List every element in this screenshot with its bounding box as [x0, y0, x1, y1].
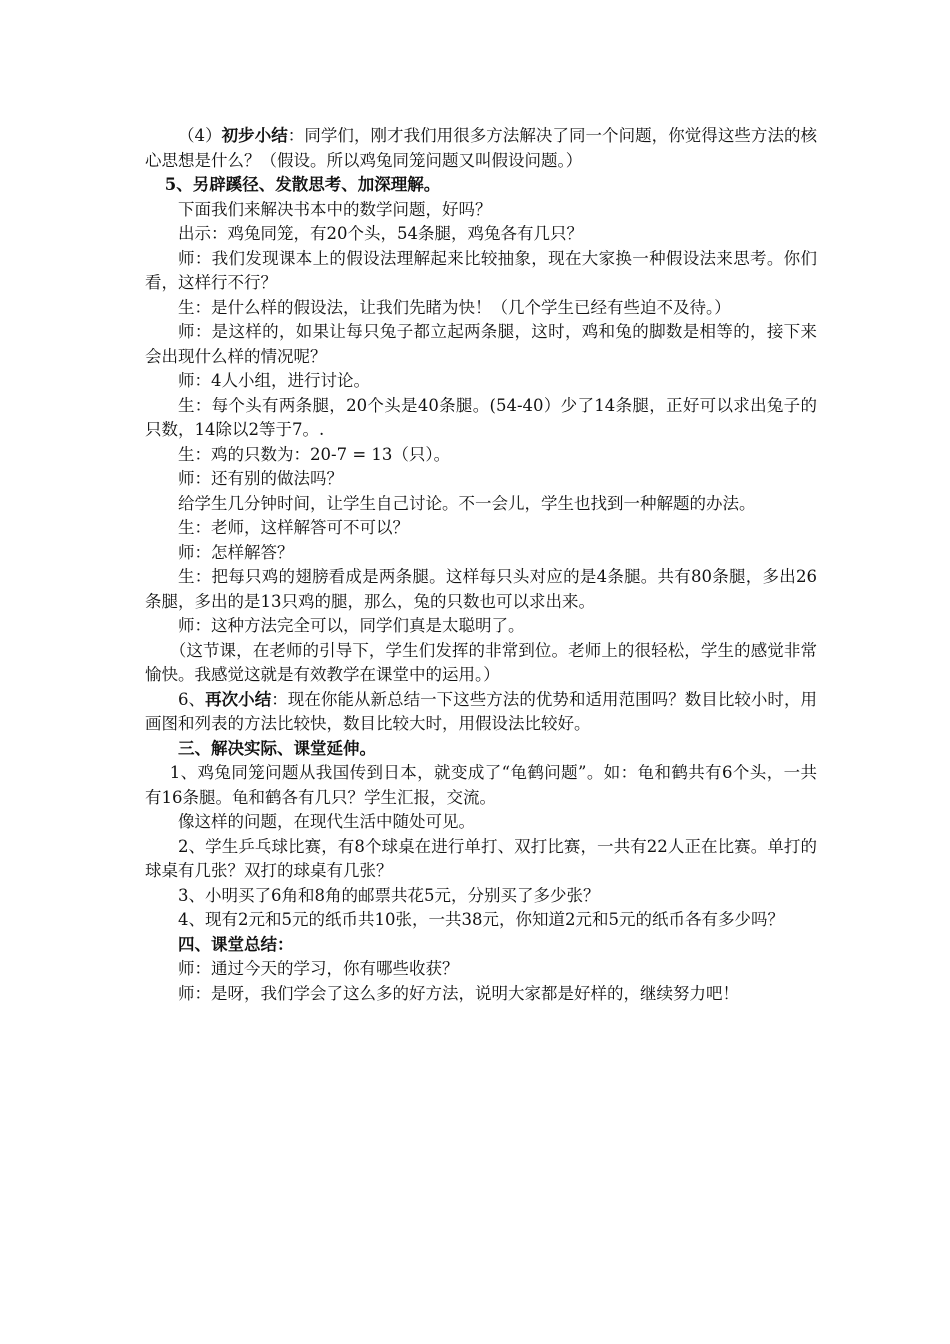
paragraph-prefix: （4） — [178, 126, 222, 145]
paragraph: 下面我们来解决书本中的数学问题，好吗？ — [178, 199, 492, 219]
paragraph-heading: 三、解决实际、课堂延伸。 — [178, 738, 376, 758]
paragraph: 1、鸡兔同笼问题从我国传到日本，就变成了“龟鹤问题”。如：龟和鹤共有6个头，一共有16条腿。龟和鹤各有几只？学生汇报，交流。 — [145, 763, 817, 807]
paragraph: 生：老师，这样解答可不可以？ — [178, 518, 409, 537]
document-body — [145, 124, 817, 1006]
paragraph: 像这样的问题，在现代生活中随处可见。 — [178, 812, 475, 831]
paragraph: 生：鸡的只数为：20-7 = 13（只）。 — [178, 444, 451, 464]
paragraph-text: ：现在你能从新总结一下这些方法的优势和适用范围吗？数目比较小时，用画图和列表的方法比较快，数目比较大时，用假设法比较好。 — [145, 689, 818, 733]
section-heading — [145, 737, 817, 762]
paragraph: 师：是呀，我们学会了这么多的好方法，说明大家都是好样的，继续努力吧！ — [178, 983, 739, 1003]
paragraph — [145, 124, 817, 173]
paragraph: 2、学生乒乓球比赛，有8个球桌在进行单打、双打比赛，一共有22人正在比赛。单打的球桌有几张？双打的球桌有几张？ — [145, 836, 817, 880]
paragraph-heading: 初步小结 — [221, 126, 288, 145]
paragraph: 师：是这样的，如果让每只兔子都立起两条腿，这时，鸡和兔的脚数是相等的，接下来会出现什么样的情况呢？ — [145, 322, 817, 366]
paragraph: 师：还有别的做法吗？ — [178, 469, 343, 488]
paragraph-heading: 5、另辟蹊径、发散思考、加深理解。 — [164, 175, 441, 194]
paragraph: 生：每个头有两条腿，20个头是40条腿。(54-40）少了14条腿，正好可以求出兔子的只数，14除以2等于7。. — [145, 395, 817, 439]
paragraph: 师：我们发现课本上的假设法理解起来比较抽象，现在大家换一种假设法来思考。你们看，这样行不行？ — [145, 248, 817, 292]
paragraph-prefix: 6、 — [178, 689, 206, 709]
paragraph: 出示：鸡兔同笼，有20个头，54条腿，鸡兔各有几只？ — [178, 224, 583, 243]
paragraph: 师：这种方法完全可以，同学们真是太聪明了。 — [178, 616, 525, 635]
section-heading — [145, 933, 817, 958]
paragraph: 师：通过今天的学习，你有哪些收获？ — [178, 959, 459, 978]
paragraph: 师：怎样解答？ — [178, 542, 294, 562]
paragraph: 给学生几分钟时间，让学生自己讨论。不一会儿，学生也找到一种解题的办法。 — [178, 493, 756, 513]
paragraph — [145, 688, 817, 737]
paragraph-heading: 四、课堂总结： — [178, 934, 294, 954]
section-heading — [145, 173, 817, 198]
paragraph: 3、小明买了6角和8角的邮票共花5元，分别买了多少张？ — [178, 885, 600, 905]
paragraph-text: ：同学们，刚才我们用很多方法解决了同一个问题，你觉得这些方法的核心思想是什么？（假设。所以鸡兔同笼问题又叫假设问题。） — [145, 126, 818, 170]
paragraph: 师：4人小组，进行讨论。 — [178, 371, 370, 390]
paragraph: 生：把每只鸡的翅膀看成是两条腿。这样每只头对应的是4条腿。共有80条腿，多出26条腿，多出的是13只鸡的腿，那么，兔的只数也可以求出来。 — [145, 567, 817, 611]
paragraph-heading: 再次小结 — [205, 689, 272, 709]
paragraph: 生：是什么样的假设法，让我们先睹为快！（几个学生已经有些迫不及待。） — [178, 297, 731, 317]
paragraph: （这节课，在老师的引导下，学生们发挥的非常到位。老师上的很轻松，学生的感觉非常愉快。我感觉这就是有效教学在课堂中的运用。） — [145, 640, 817, 684]
paragraph: 4、现有2元和5元的纸币共10张，一共38元，你知道2元和5元的纸币各有多少吗？ — [178, 910, 784, 929]
